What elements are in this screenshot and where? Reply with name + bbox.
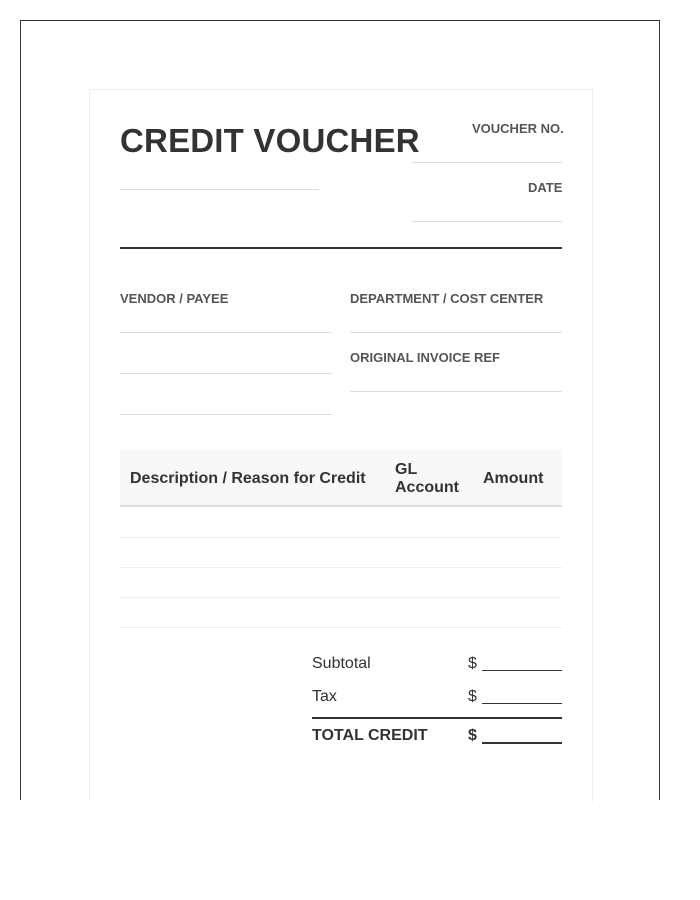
invoice-ref-field[interactable]	[350, 391, 562, 392]
total-divider	[312, 717, 562, 719]
header-divider	[120, 247, 562, 249]
document-title: CREDIT VOUCHER	[120, 122, 420, 159]
table-row[interactable]	[120, 537, 562, 538]
vendor-field-line-2[interactable]	[120, 373, 332, 374]
invoice-ref-label: ORIGINAL INVOICE REF	[350, 350, 500, 365]
vendor-field-line-1[interactable]	[120, 332, 332, 333]
voucher-no-label: VOUCHER NO.	[472, 121, 564, 136]
voucher-card	[89, 89, 593, 802]
total-credit-currency: $	[468, 727, 477, 744]
total-credit-field[interactable]	[482, 742, 562, 744]
line-items-table-header	[120, 450, 562, 507]
voucher-no-field[interactable]	[412, 162, 562, 163]
amount-column-header: Amount	[483, 470, 544, 487]
tax-currency: $	[468, 688, 477, 705]
table-row[interactable]	[120, 567, 562, 568]
department-label: DEPARTMENT / COST CENTER	[350, 291, 544, 306]
vendor-field-line-3[interactable]	[120, 414, 332, 415]
department-field[interactable]	[350, 332, 562, 333]
subtotal-currency: $	[468, 655, 477, 672]
tax-field[interactable]	[482, 703, 562, 704]
date-label: DATE	[528, 180, 563, 195]
gl-account-column-header-line-2: Account	[395, 479, 459, 496]
vendor-label: VENDOR / PAYEE	[120, 291, 229, 306]
description-column-header: Description / Reason for Credit	[130, 470, 366, 487]
tax-label: Tax	[312, 688, 337, 705]
table-row[interactable]	[120, 627, 562, 628]
subtotal-label: Subtotal	[312, 655, 371, 672]
table-row[interactable]	[120, 597, 562, 598]
date-field[interactable]	[412, 221, 562, 222]
title-underline	[120, 189, 319, 190]
gl-account-column-header-line-1: GL	[395, 461, 418, 478]
total-credit-label: TOTAL CREDIT	[312, 727, 428, 744]
subtotal-field[interactable]	[482, 670, 562, 671]
